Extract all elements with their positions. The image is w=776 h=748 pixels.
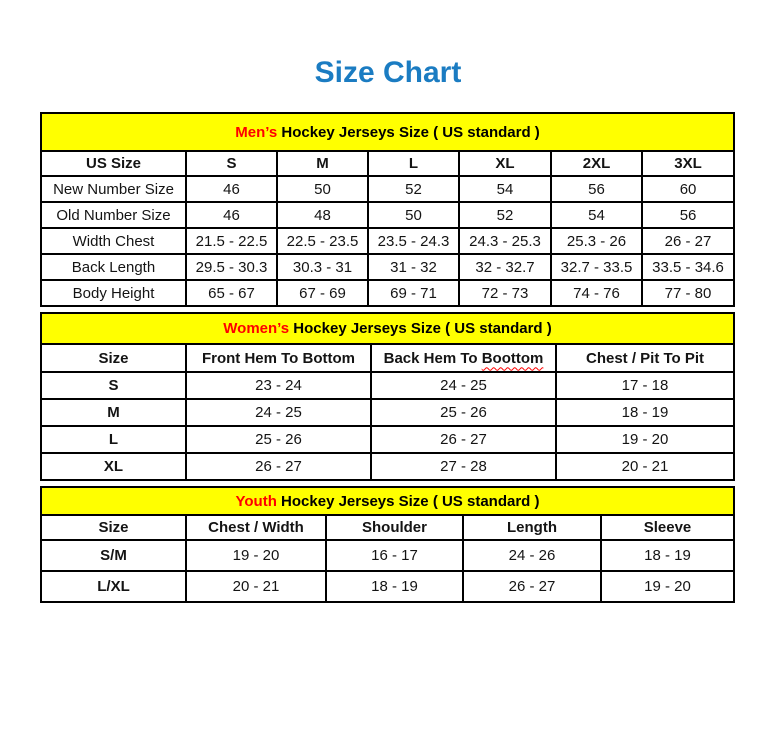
section-banner-row: [41, 113, 734, 151]
column-header: M: [277, 151, 368, 176]
row-label: S/M: [41, 540, 186, 571]
size-value-cell: 23.5 - 24.3: [368, 228, 459, 254]
size-value-cell: 20 - 21: [186, 571, 326, 602]
table-row: [41, 399, 734, 426]
table-row: [41, 254, 734, 280]
row-label: L/XL: [41, 571, 186, 602]
column-header: Front Hem To Bottom: [186, 344, 371, 372]
row-label: M: [41, 399, 186, 426]
size-value-cell: 74 - 76: [551, 280, 642, 306]
size-value-cell: 26 - 27: [371, 426, 556, 453]
column-header: US Size: [41, 151, 186, 176]
size-value-cell: 26 - 27: [186, 453, 371, 480]
size-value-cell: 33.5 - 34.6: [642, 254, 734, 280]
womens-size-table: [40, 312, 735, 481]
row-label: L: [41, 426, 186, 453]
row-label: XL: [41, 453, 186, 480]
table-row: [41, 372, 734, 399]
womens-section-banner: [41, 313, 734, 344]
size-value-cell: 54: [551, 202, 642, 228]
mens-section-banner: [41, 113, 734, 151]
table-row: [41, 453, 734, 480]
size-value-cell: 19 - 20: [601, 571, 734, 602]
column-header: Sleeve: [601, 515, 734, 540]
column-header: XL: [459, 151, 551, 176]
size-value-cell: 25 - 26: [186, 426, 371, 453]
size-value-cell: 19 - 20: [556, 426, 734, 453]
size-value-cell: 25.3 - 26: [551, 228, 642, 254]
size-value-cell: 46: [186, 202, 277, 228]
size-value-cell: 32.7 - 33.5: [551, 254, 642, 280]
size-value-cell: 46: [186, 176, 277, 202]
size-value-cell: 16 - 17: [326, 540, 463, 571]
table-row: [41, 228, 734, 254]
banner-highlight-text: Youth: [235, 492, 277, 510]
column-header: 3XL: [642, 151, 734, 176]
size-value-cell: 50: [368, 202, 459, 228]
size-value-cell: 18 - 19: [556, 399, 734, 426]
size-value-cell: 48: [277, 202, 368, 228]
size-value-cell: 52: [459, 202, 551, 228]
row-label: Back Length: [41, 254, 186, 280]
size-value-cell: 30.3 - 31: [277, 254, 368, 280]
banner-highlight-text: Women’s: [223, 320, 290, 337]
size-value-cell: 56: [551, 176, 642, 202]
size-value-cell: 31 - 32: [368, 254, 459, 280]
size-value-cell: 54: [459, 176, 551, 202]
column-header: Size: [41, 344, 186, 372]
size-value-cell: 50: [277, 176, 368, 202]
size-value-cell: 24 - 25: [371, 372, 556, 399]
size-value-cell: 27 - 28: [371, 453, 556, 480]
size-value-cell: 26 - 27: [642, 228, 734, 254]
size-value-cell: 29.5 - 30.3: [186, 254, 277, 280]
row-label: Old Number Size: [41, 202, 186, 228]
size-value-cell: 32 - 32.7: [459, 254, 551, 280]
size-chart-page: [0, 56, 776, 748]
column-header: 2XL: [551, 151, 642, 176]
column-header: L: [368, 151, 459, 176]
column-header: Chest / Pit To Pit: [556, 344, 734, 372]
size-value-cell: 22.5 - 23.5: [277, 228, 368, 254]
section-banner-row: [41, 313, 734, 344]
size-value-cell: 52: [368, 176, 459, 202]
banner-rest-text: Hockey Jerseys Size ( US standard ): [277, 123, 540, 141]
size-value-cell: 77 - 80: [642, 280, 734, 306]
section-banner-row: [41, 487, 734, 515]
size-value-cell: 60: [642, 176, 734, 202]
youth-size-table: [40, 486, 735, 603]
column-header: Chest / Width: [186, 515, 326, 540]
youth-section-banner: [41, 487, 734, 515]
table-row: [41, 426, 734, 453]
column-header-row: [41, 344, 734, 372]
table-row: [41, 280, 734, 306]
size-value-cell: 25 - 26: [371, 399, 556, 426]
size-value-cell: 18 - 19: [601, 540, 734, 571]
column-header-row: [41, 151, 734, 176]
size-value-cell: 19 - 20: [186, 540, 326, 571]
page-title: Size Chart: [314, 56, 462, 89]
banner-rest-text: Hockey Jerseys Size ( US standard ): [289, 320, 552, 337]
banner-rest-text: Hockey Jerseys Size ( US standard ): [276, 492, 540, 510]
size-value-cell: 17 - 18: [556, 372, 734, 399]
size-value-cell: 69 - 71: [368, 280, 459, 306]
column-header: Length: [463, 515, 601, 540]
column-header: Back Hem To Boottom: [371, 344, 556, 372]
table-row: [41, 202, 734, 228]
row-label: New Number Size: [41, 176, 186, 202]
size-value-cell: 72 - 73: [459, 280, 551, 306]
size-value-cell: 67 - 69: [277, 280, 368, 306]
table-row: [41, 571, 734, 602]
table-row: [41, 176, 734, 202]
misspelled-word: Boottom: [481, 349, 544, 367]
size-value-cell: 23 - 24: [186, 372, 371, 399]
size-value-cell: 18 - 19: [326, 571, 463, 602]
size-value-cell: 20 - 21: [556, 453, 734, 480]
row-label: Body Height: [41, 280, 186, 306]
column-header: Size: [41, 515, 186, 540]
banner-highlight-text: Men’s: [235, 123, 278, 141]
size-value-cell: 65 - 67: [186, 280, 277, 306]
column-header-row: [41, 515, 734, 540]
size-value-cell: 24 - 25: [186, 399, 371, 426]
row-label: Width Chest: [41, 228, 186, 254]
column-header: S: [186, 151, 277, 176]
size-value-cell: 56: [642, 202, 734, 228]
size-value-cell: 24 - 26: [463, 540, 601, 571]
row-label: S: [41, 372, 186, 399]
size-value-cell: 24.3 - 25.3: [459, 228, 551, 254]
column-header: Shoulder: [326, 515, 463, 540]
size-value-cell: 26 - 27: [463, 571, 601, 602]
mens-size-table: [40, 112, 735, 307]
size-value-cell: 21.5 - 22.5: [186, 228, 277, 254]
table-row: [41, 540, 734, 571]
